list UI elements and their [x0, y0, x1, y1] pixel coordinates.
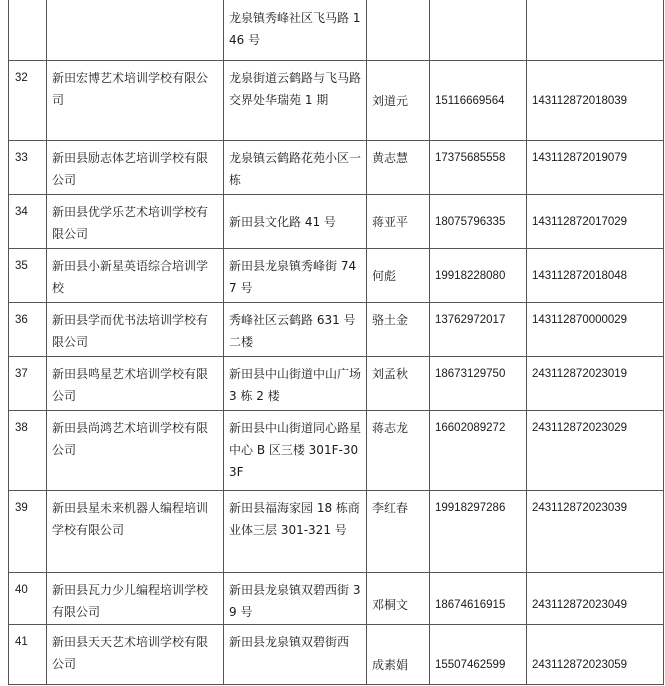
- contact-person: 蒋志龙: [367, 411, 430, 491]
- phone-number: 18674616915: [430, 573, 527, 625]
- row-index: 40: [9, 573, 47, 625]
- school-name: 新田县鸣星艺术培训学校有限公司: [47, 357, 224, 411]
- row-index: 38: [9, 411, 47, 491]
- contact-person: 刘道元: [367, 61, 430, 141]
- license-number: 143112872019079: [527, 141, 664, 195]
- school-name: 新田县瓦力少儿编程培训学校有限公司: [47, 573, 224, 625]
- table-row: [9, 625, 664, 685]
- school-name: 新田县天天艺术培训学校有限公司: [47, 625, 224, 685]
- license-number: 243112872023019: [527, 357, 664, 411]
- address: 新田县文化路 41 号: [224, 195, 367, 249]
- row-index: 34: [9, 195, 47, 249]
- row-index: 41: [9, 625, 47, 685]
- contact-person: 骆土金: [367, 303, 430, 357]
- address: 龙泉镇秀峰社区飞马路 146 号: [224, 0, 367, 61]
- license-number: 143112870000029: [527, 303, 664, 357]
- row-index: 39: [9, 491, 47, 573]
- school-name: 新田县小新星英语综合培训学校: [47, 249, 224, 303]
- school-table: [8, 0, 664, 685]
- school-name: 新田县优学乐艺术培训学校有限公司: [47, 195, 224, 249]
- license-number: 243112872023039: [527, 491, 664, 573]
- row-index: [9, 0, 47, 61]
- table-row: [9, 141, 664, 195]
- license-number: 143112872018048: [527, 249, 664, 303]
- license-number: 143112872017029: [527, 195, 664, 249]
- row-index: 32: [9, 61, 47, 141]
- phone-number: 19918228080: [430, 249, 527, 303]
- phone-number: 15507462599: [430, 625, 527, 685]
- phone-number: [430, 0, 527, 61]
- row-index: 37: [9, 357, 47, 411]
- phone-number: 18075796335: [430, 195, 527, 249]
- table-row: [9, 303, 664, 357]
- school-name: [47, 0, 224, 61]
- license-number: 243112872023059: [527, 625, 664, 685]
- table-row: [9, 195, 664, 249]
- table-row: [9, 0, 664, 61]
- school-name: 新田县学而优书法培训学校有限公司: [47, 303, 224, 357]
- phone-number: 19918297286: [430, 491, 527, 573]
- license-number: [527, 0, 664, 61]
- phone-number: 13762972017: [430, 303, 527, 357]
- phone-number: 18673129750: [430, 357, 527, 411]
- contact-person: [367, 0, 430, 61]
- contact-person: 李红春: [367, 491, 430, 573]
- row-index: 36: [9, 303, 47, 357]
- school-name: 新田县尚鸿艺术培训学校有限公司: [47, 411, 224, 491]
- phone-number: 15116669564: [430, 61, 527, 141]
- phone-number: 17375685558: [430, 141, 527, 195]
- contact-person: 蒋亚平: [367, 195, 430, 249]
- license-number: 243112872023029: [527, 411, 664, 491]
- school-name: 新田县励志体艺培训学校有限公司: [47, 141, 224, 195]
- table-row: [9, 249, 664, 303]
- address: 新田县中山街道中山广场 3 栋 2 楼: [224, 357, 367, 411]
- address: 新田县龙泉镇双碧西街 39 号: [224, 573, 367, 625]
- contact-person: 邓桐文: [367, 573, 430, 625]
- address: 新田县中山街道同心路星中心 B 区三楼 301F-303F: [224, 411, 367, 491]
- address: 新田县龙泉镇秀峰街 747 号: [224, 249, 367, 303]
- address: 龙泉街道云鹤路与飞马路交界处华瑞苑 1 期: [224, 61, 367, 141]
- row-index: 35: [9, 249, 47, 303]
- phone-number: 16602089272: [430, 411, 527, 491]
- contact-person: 黄志慧: [367, 141, 430, 195]
- row-index: 33: [9, 141, 47, 195]
- address: 新田县福海家园 18 栋商业体三层 301-321 号: [224, 491, 367, 573]
- table-row: [9, 411, 664, 491]
- table-row: [9, 573, 664, 625]
- license-number: 243112872023049: [527, 573, 664, 625]
- address: 龙泉镇云鹤路花苑小区一栋: [224, 141, 367, 195]
- table-row: [9, 357, 664, 411]
- table-row: [9, 491, 664, 573]
- school-name: 新田宏博艺术培训学校有限公司: [47, 61, 224, 141]
- contact-person: 刘孟秋: [367, 357, 430, 411]
- license-number: 143112872018039: [527, 61, 664, 141]
- school-name: 新田县星未来机器人编程培训学校有限公司: [47, 491, 224, 573]
- address: 新田县龙泉镇双碧街西: [224, 625, 367, 685]
- contact-person: 何彪: [367, 249, 430, 303]
- address: 秀峰社区云鹤路 631 号二楼: [224, 303, 367, 357]
- contact-person: 成素娟: [367, 625, 430, 685]
- table-row: [9, 61, 664, 141]
